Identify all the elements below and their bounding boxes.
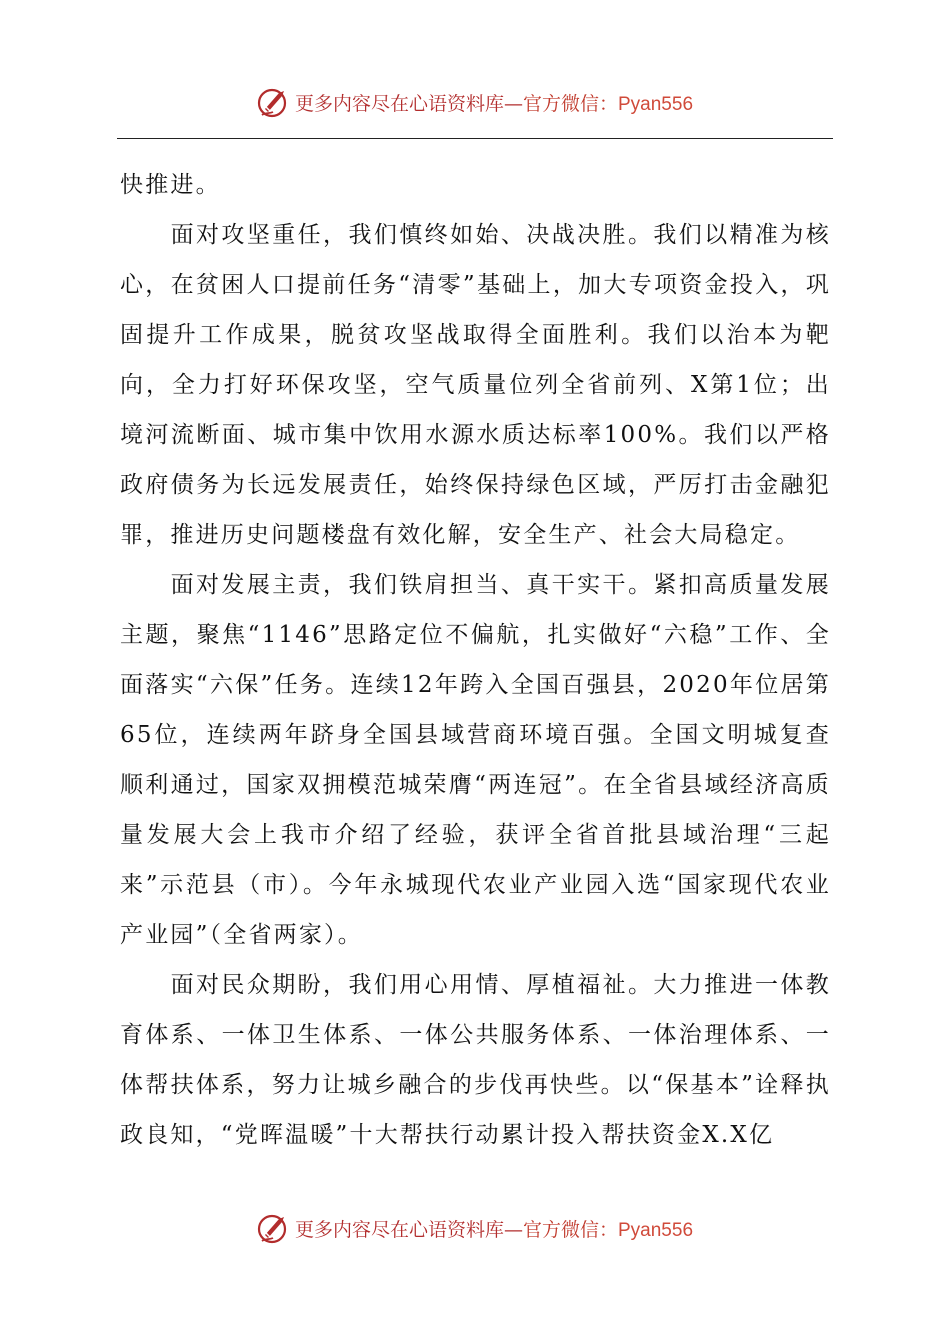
banner-wechat-label: 官方微信： [522,92,618,115]
footer-banner [0,1208,950,1248]
banner-wechat-id: Pyan556 [618,93,694,115]
banner-text [295,1215,693,1242]
paragraph: 面对民众期盼，我们用心用情、厚植福祉。大力推进一体教育体系、一体卫生体系、一体公共服务体系、一体治理体系、一体帮扶体系，努力让城乡融合的步伐再快些。以“保基本”诠释执政良知，“党晖温暖”十大帮扶行动累计投入帮扶资金X.X亿 [120,972,831,1148]
paragraph: 面对发展主责，我们铁肩担当、真干实干。紧扣高质量发展主题，聚焦“1146”思路定位不偏航，扎实做好“六稳”工作、全面落实“六保”任务。连续12年跨入全国百强县，2020年位居第65位，连续两年跻身全国县域营商环境百强。全国文明城复查顺利通过，国家双拥模范城荣膺“两连冠”。在全省县域经济高质量发展大会上我市介绍了经验，获评全省首批县域治理“三起来”示范县（市）。今年永城现代农业产业园入选“国家现代农业产业园”（全省两家）。 [120,572,831,948]
banner-text [295,89,693,116]
pen-logo-icon [257,1211,291,1245]
banner-main-text: 更多内容尽在心语资料库 [294,92,504,115]
header-divider [117,138,833,139]
banner-separator: — [503,1218,523,1241]
banner-wechat-id: Pyan556 [618,1219,694,1241]
banner-separator: — [503,92,523,115]
banner-wechat-label: 官方微信： [522,1218,618,1241]
pen-logo-icon [257,85,291,119]
paragraph: 面对攻坚重任，我们慎终如始、决战决胜。我们以精准为核心，在贫困人口提前任务“清零”基础上，加大专项资金投入，巩固提升工作成果，脱贫攻坚战取得全面胜利。我们以治本为靶向，全力打好环保攻坚，空气质量位列全省前列、X第1位；出境河流断面、城市集中饮用水源水质达标率100%。我们以严格政府债务为长远发展责任，始终保持绿色区域，严厉打击金融犯罪，推进历史问题楼盘有效化解，安全生产、社会大局稳定。 [120,222,831,548]
banner-main-text: 更多内容尽在心语资料库 [294,1218,504,1241]
paragraph: 快推进。 [120,172,221,198]
document-body [120,160,831,1160]
header-banner [0,82,950,122]
